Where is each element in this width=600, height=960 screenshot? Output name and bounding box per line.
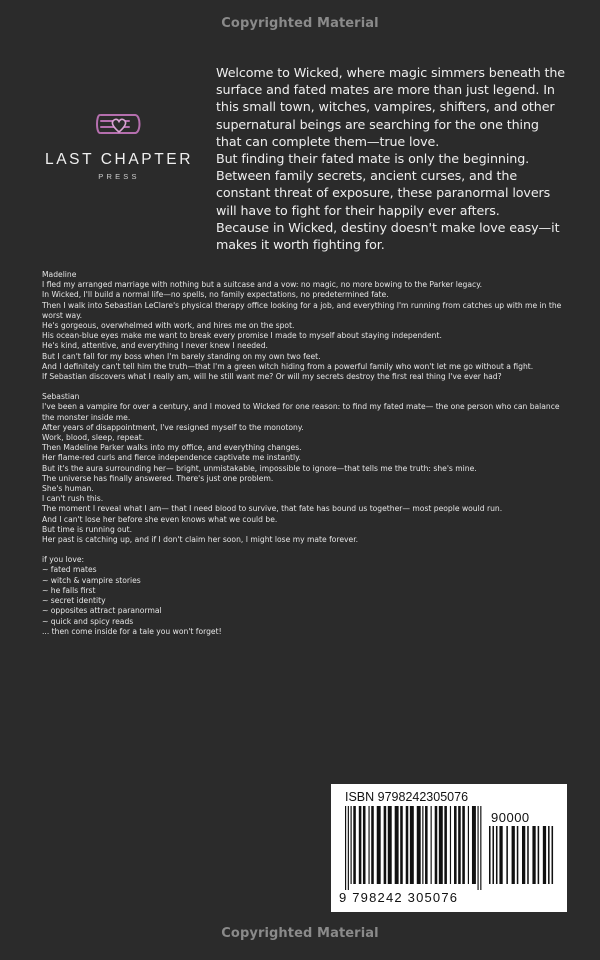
- trope-item: ~ secret identity: [42, 596, 106, 606]
- book-description: [42, 270, 562, 637]
- barcode-bar: [444, 806, 447, 884]
- isbn-label: ISBN 9798242305076: [345, 790, 469, 804]
- madeline-line: Then I walk into Sebastian LeClare's physical therapy office looking for a job, and everything I'm running from catches up with me in the worst way.: [42, 300, 562, 320]
- book-heart-icon: [95, 105, 143, 143]
- publisher-logo: [44, 105, 194, 181]
- barcode-bar: [384, 806, 387, 884]
- ean-barcode-bars: [345, 806, 483, 890]
- sebastian-line: Then Madeline Parker walks into my office, and everything changes.: [42, 443, 302, 453]
- addon-bar: [532, 826, 535, 884]
- barcode-bar: [377, 806, 381, 884]
- series-blurb: [216, 64, 568, 253]
- madeline-line: And I definitely can't tell him the truth—that I'm a green witch hiding from a powerful family who won't let me go without a fight.: [42, 361, 534, 371]
- trope-item: ~ fated mates: [42, 565, 97, 575]
- madeline-line: I fled my arranged marriage with nothing but a suitcase and a vow: no magic, no more bowing to the Parker legacy.: [42, 280, 483, 290]
- barcode-bar: [363, 806, 366, 884]
- addon-bar: [538, 826, 540, 884]
- barcode-bar: [351, 806, 352, 884]
- barcode-bar: [462, 806, 465, 884]
- sebastian-line: Work, blood, sleep, repeat.: [42, 433, 145, 443]
- barcode-bar: [425, 806, 428, 884]
- barcode-bar: [410, 806, 414, 884]
- barcode-bar: [371, 806, 374, 884]
- sebastian-line: And I can't lose her before she even knows what we could be.: [42, 514, 278, 524]
- madeline-line: His ocean-blue eyes make me want to break every promise I made to myself about staying independent.: [42, 331, 442, 341]
- barcode-bar: [450, 806, 451, 884]
- addon-bar: [506, 826, 508, 884]
- sebastian-line: But time is running out.: [42, 524, 133, 534]
- sebastian-line: I've been a vampire for over a century, and I moved to Wicked for one reason: to find my fated mate— the one person who can balance the monster inside me.: [42, 402, 560, 422]
- publisher-name: LAST CHAPTER: [44, 151, 194, 168]
- sebastian-line: After years of disappointment, I've resigned myself to the monotony.: [42, 422, 304, 432]
- barcode-bar: [395, 806, 399, 884]
- barcode-bar: [477, 806, 478, 890]
- addon-bar: [552, 826, 554, 884]
- trope-item: ~ opposites attract paranormal: [42, 606, 162, 616]
- madeline-line: He's gorgeous, overwhelmed with work, and hires me on the spot.: [42, 321, 295, 331]
- sebastian-line: The universe has finally answered. There's just one problem.: [42, 473, 274, 483]
- if-you-love-closing: ... then come inside for a tale you won't forget!: [42, 626, 222, 636]
- blurb-paragraph: Welcome to Wicked, where magic simmers beneath the surface and fated mates are more than just legend. In this small town, witches, vampires, shifters, and other supernatural beings are searching for the one thing that can complete them—true love.: [216, 65, 566, 149]
- addon-bar: [499, 826, 502, 884]
- barcode-bar: [406, 806, 409, 884]
- trope-item: ~ witch & vampire stories: [42, 575, 141, 585]
- madeline-line: But I can't fall for my boss when I'm barely standing on my own two feet.: [42, 351, 321, 361]
- sebastian-line: She's human.: [42, 484, 94, 494]
- barcode-bar: [439, 806, 443, 884]
- sebastian-line: The moment I reveal what I am— that I need blood to survive, that fate has bound us together— most people would run.: [42, 504, 503, 514]
- barcode-bar: [435, 806, 438, 884]
- addon-bar: [548, 826, 550, 884]
- addon-bar: [496, 826, 498, 884]
- addon-bar: [517, 826, 519, 884]
- barcode-bar: [345, 806, 346, 890]
- price-code: 90000: [491, 810, 530, 825]
- if-you-love-heading: if you love:: [42, 555, 85, 565]
- barcode-bar: [417, 806, 421, 884]
- barcode-bar: [454, 806, 457, 884]
- barcode-bar: [353, 806, 356, 884]
- addon-bar: [492, 826, 494, 884]
- sebastian-line: Her flame-red curls and fierce independence captivate me instantly.: [42, 453, 301, 463]
- barcode-bar: [458, 806, 461, 884]
- barcode-bar: [348, 806, 349, 890]
- barcode-bar: [480, 806, 481, 890]
- addon-bar: [527, 826, 529, 884]
- blurb-paragraph: But finding their fated mate is only the beginning. Between family secrets, ancient curses, and the constant threat of exposure, these paranormal lovers will have to fight for their happily ever afters.: [216, 151, 551, 218]
- addon-barcode-bars: [489, 826, 555, 890]
- barcode-bar: [472, 806, 476, 884]
- publisher-subtitle: PRESS: [98, 172, 140, 181]
- barcode-bar: [359, 806, 362, 884]
- barcode-bar: [388, 806, 392, 884]
- addon-bar: [543, 826, 546, 884]
- sebastian-line: I can't rush this.: [42, 494, 104, 504]
- barcode-bar: [368, 806, 369, 884]
- trope-item: ~ he falls first: [42, 585, 96, 595]
- madeline-line: If Sebastian discovers what I really am, will he still want me? Or will my secrets destroy the first real thing I've ever had?: [42, 372, 502, 382]
- barcode-bar: [422, 806, 423, 884]
- addon-bar: [489, 826, 491, 884]
- addon-bar: [512, 826, 515, 884]
- copyright-watermark-top: Copyrighted Material: [221, 16, 379, 31]
- madeline-line: In Wicked, I'll build a normal life—no spells, no family expectations, no predetermined fate.: [42, 290, 389, 300]
- trope-item: ~ quick and spicy reads: [42, 616, 134, 626]
- madeline-line: He's kind, attentive, and everything I never knew I needed.: [42, 341, 268, 351]
- barcode-bar: [431, 806, 432, 884]
- copyright-watermark-bottom: Copyrighted Material: [221, 926, 379, 941]
- addon-bar: [522, 826, 525, 884]
- barcode-bar: [468, 806, 469, 884]
- isbn-barcode: [331, 784, 567, 912]
- madeline-heading: Madeline: [42, 270, 77, 279]
- isbn-digits: 9 798242 305076: [339, 890, 459, 905]
- sebastian-heading: Sebastian: [42, 392, 80, 402]
- sebastian-line: Her past is catching up, and if I don't claim her soon, I might lose my mate forever.: [42, 535, 359, 545]
- barcode-bar: [400, 806, 403, 884]
- blurb-paragraph: Because in Wicked, destiny doesn't make love easy—it makes it worth fighting for.: [216, 219, 560, 253]
- sebastian-line: But it's the aura surrounding her— bright, unmistakable, impossible to ignore—that tells me the truth: she's mine.: [42, 463, 477, 473]
